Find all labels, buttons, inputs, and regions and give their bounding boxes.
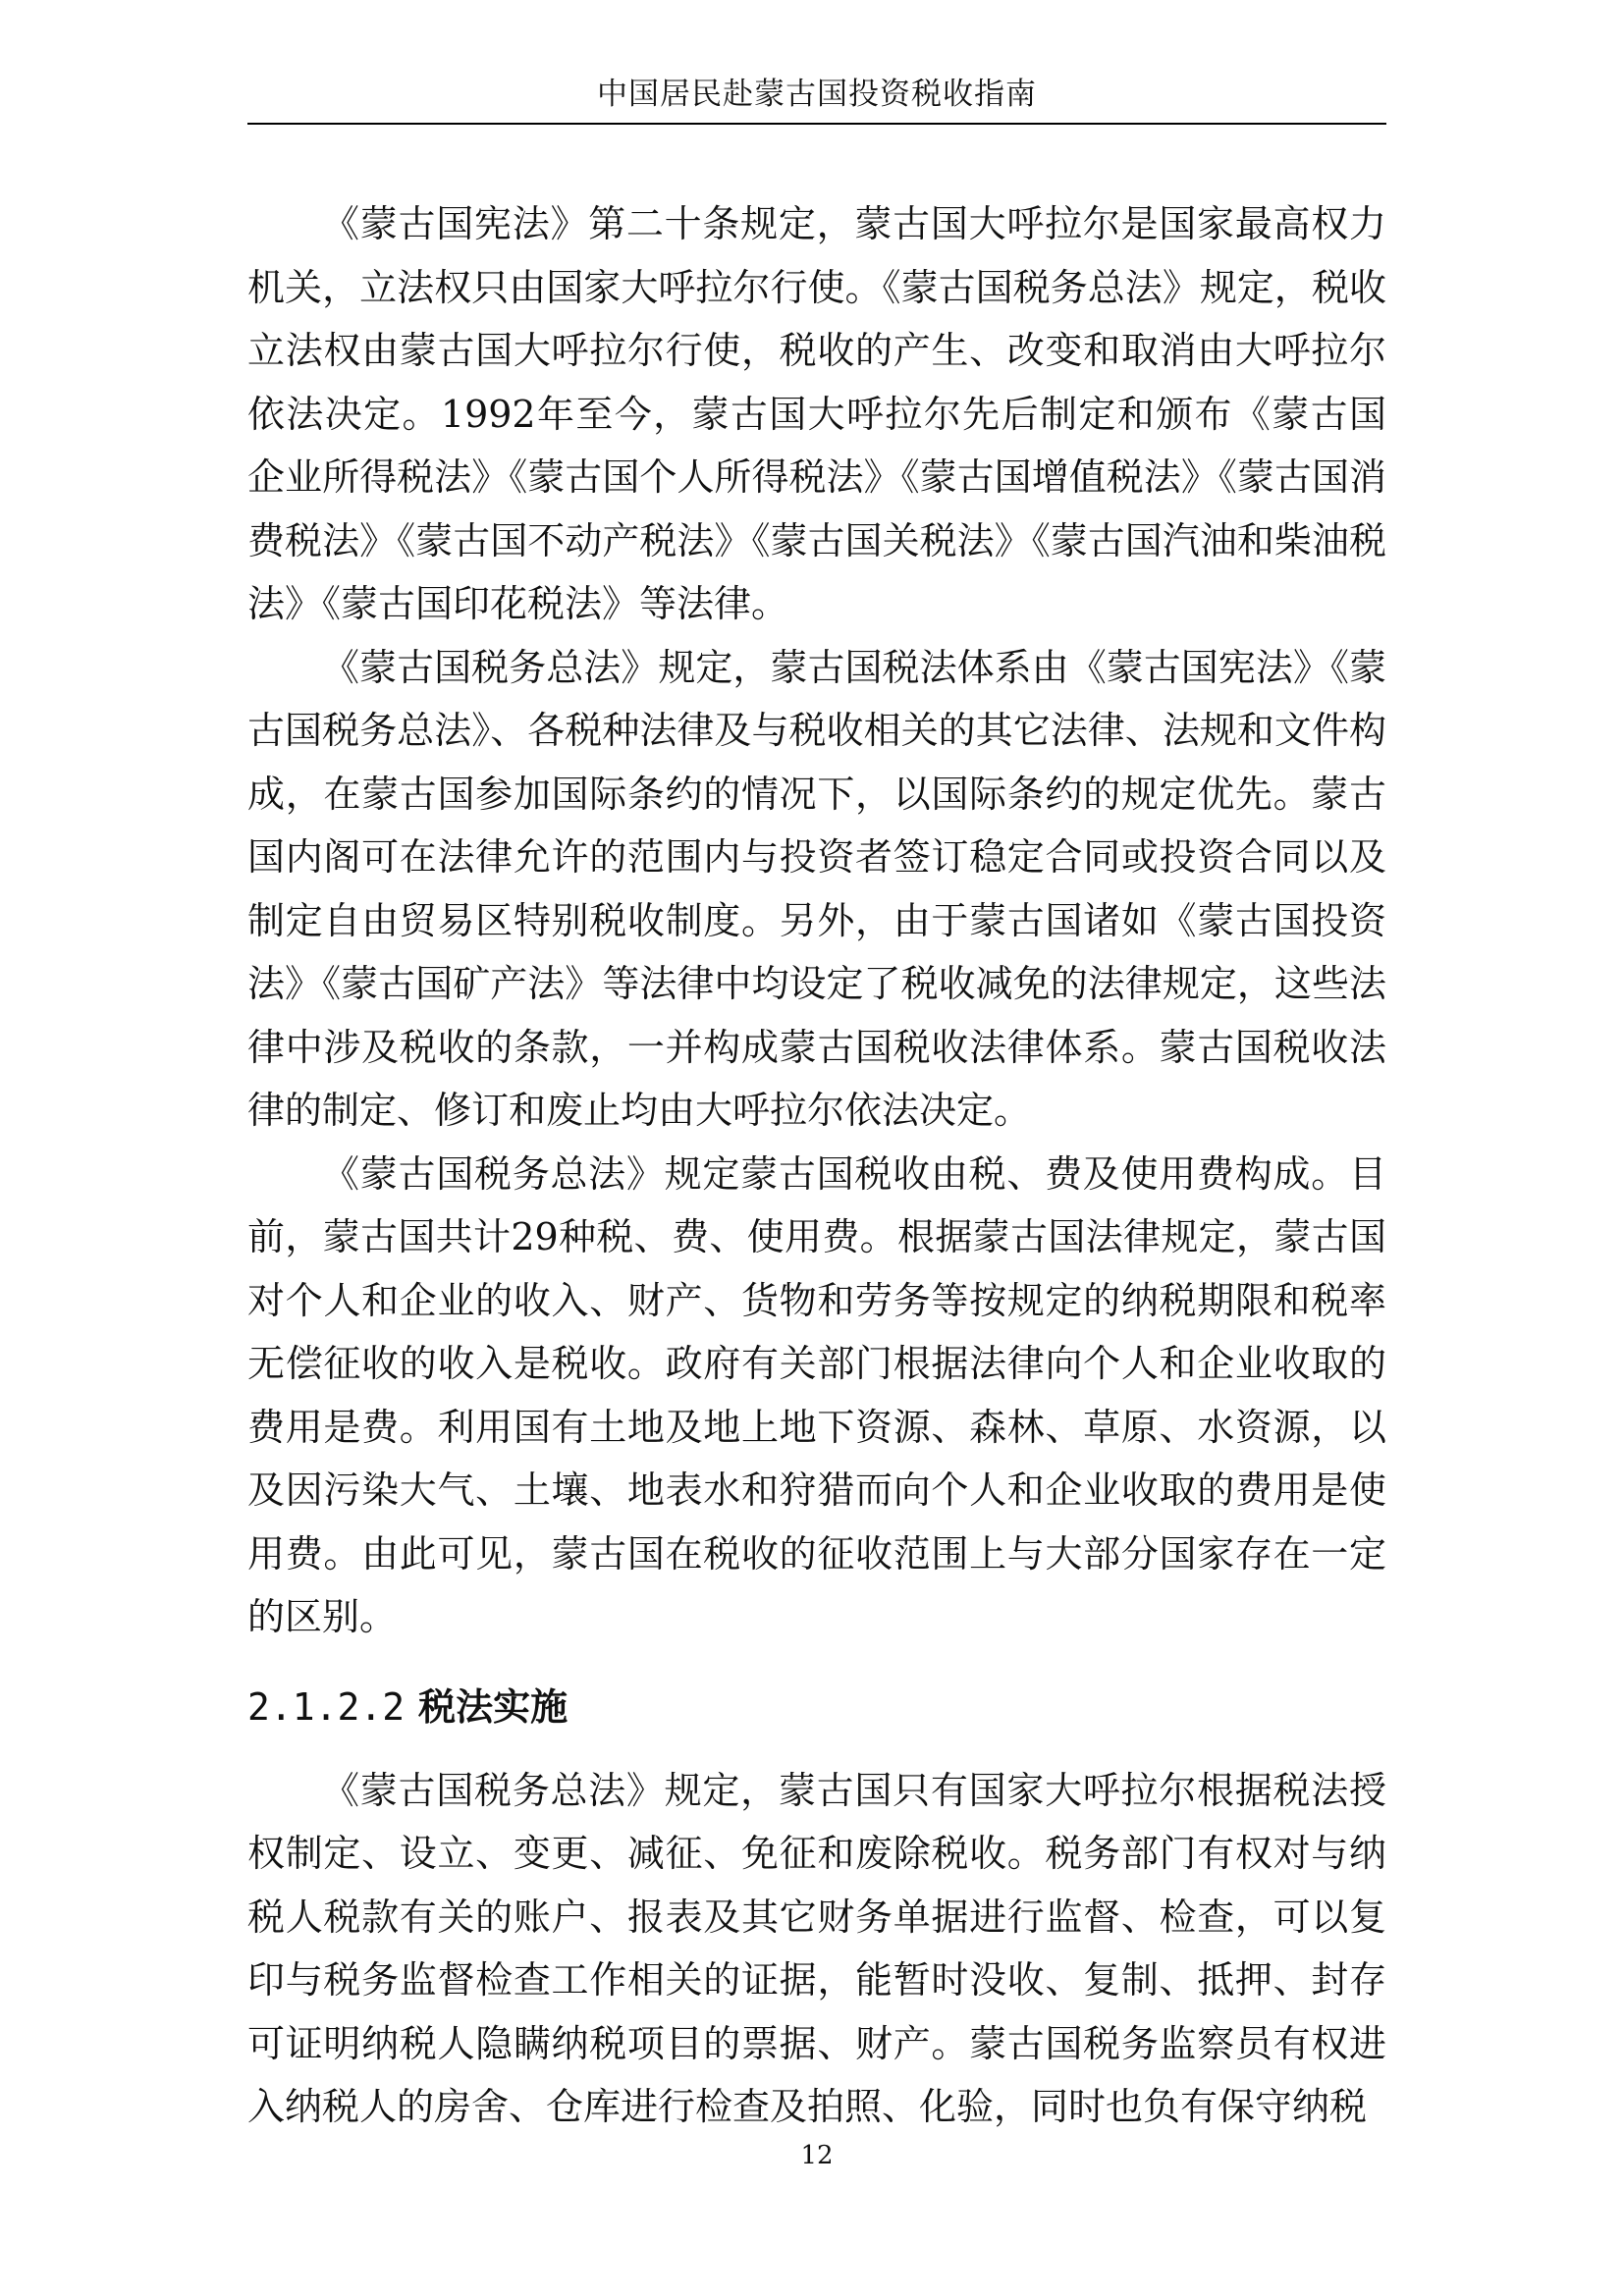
section-number: 2.1.2.2	[247, 1684, 406, 1729]
paragraph-tax-legislation: 《蒙古国宪法》第二十条规定，蒙古国大呼拉尔是国家最高权力机关，立法权只由国家大呼拉尔行使。《蒙古国税务总法》规定，税收立法权由蒙古国大呼拉尔行使，税收的产生、改变和取消由大呼拉尔依法决定。1992年至今，蒙古国大呼拉尔先后制定和颁布《蒙古国企业所得税法》《蒙古国个人所得税法》《蒙古国增值税法》《蒙古国消费税法》《蒙古国不动产税法》《蒙古国关税法》《蒙古国汽油和柴油税法》《蒙古国印花税法》等法律。	[247, 202, 1386, 625]
paragraph-tax-composition: 《蒙古国税务总法》规定蒙古国税收由税、费及使用费构成。目前，蒙古国共计29种税、费、使用费。根据蒙古国法律规定，蒙古国对个人和企业的收入、财产、货物和劳务等按规定的纳税期限和税率无偿征收的收入是税收。政府有关部门根据法律向个人和企业收取的费用是费。利用国有土地及地上地下资源、森林、草原、水资源，以及因污染大气、土壤、地表水和狩猎而向个人和企业收取的费用是使用费。由此可见，蒙古国在税收的征收范围上与大部分国家存在一定的区别。	[247, 1151, 1386, 1638]
body-text	[247, 192, 1386, 2139]
section-heading	[247, 1677, 1386, 1737]
page-number: 12	[800, 2141, 834, 2170]
section-title: 税法实施	[418, 1684, 568, 1729]
paragraph-tax-law-system: 《蒙古国税务总法》规定，蒙古国税法体系由《蒙古国宪法》《蒙古国税务总法》、各税种法律及与税收相关的其它法律、法规和文件构成，在蒙古国参加国际条约的情况下，以国际条约的规定优先。蒙古国内阁可在法律允许的范围内与投资者签订稳定合同或投资合同以及制定自由贸易区特别税收制度。另外，由于蒙古国诸如《蒙古国投资法》《蒙古国矿产法》等法律中均设定了税收减免的法律规定，这些法律中涉及税收的条款，一并构成蒙古国税收法律体系。蒙古国税收法律的制定、修订和废止均由大呼拉尔依法决定。	[247, 645, 1386, 1132]
running-header: 中国居民赴蒙古国投资税收指南	[597, 77, 1037, 112]
paragraph-tax-enforcement: 《蒙古国税务总法》规定，蒙古国只有国家大呼拉尔根据税法授权制定、设立、变更、减征、免征和废除税收。税务部门有权对与纳税人税款有关的账户、报表及其它财务单据进行监督、检查，可以复印与税务监督检查工作相关的证据，能暂时没收、复制、抵押、封存可证明纳税人隐瞒纳税项目的票据、财产。蒙古国税务监察员有权进入纳税人的房舍、仓库进行检查及拍照、化验，同时也负有保守纳税	[247, 1768, 1386, 2128]
header-rule	[247, 123, 1386, 125]
